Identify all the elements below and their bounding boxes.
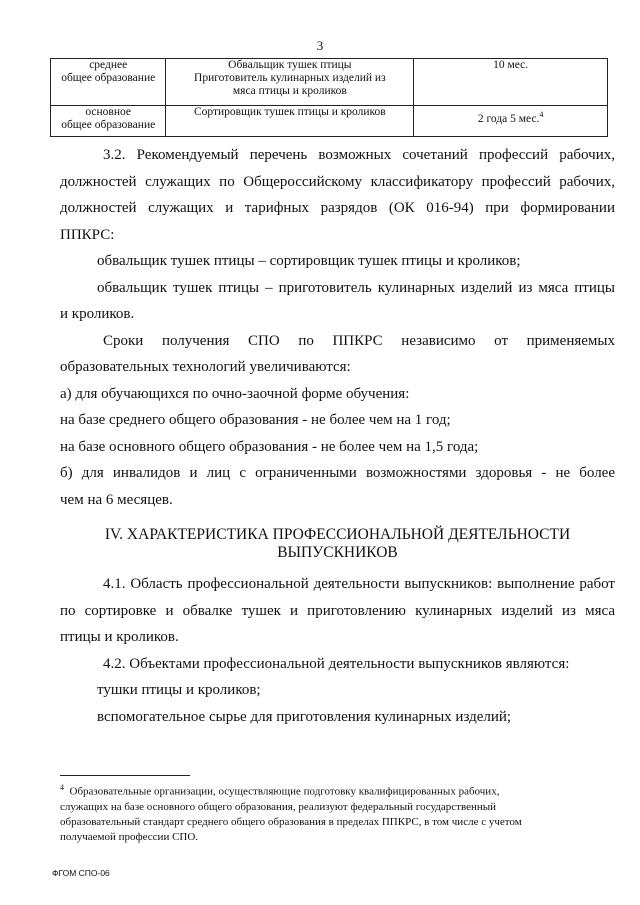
paragraph-line: птицы и кроликов. <box>60 629 179 645</box>
footer-code: ФГОМ СПО-06 <box>52 868 110 878</box>
combination-item: обвальщик тушек птицы – приготовитель кулинарных изделий из мяса птицы <box>97 279 615 296</box>
page-number: 3 <box>316 38 324 53</box>
term-cell: 10 мес. <box>414 59 608 106</box>
table-row <box>51 106 608 137</box>
paragraph-line: 4.1. Область профессиональной деятельности выпускников: выполнение работ <box>103 576 615 592</box>
paragraph-line: 4.2. Объектами профессиональной деятельности выпускников являются: <box>103 655 570 672</box>
footnote <box>60 780 615 845</box>
paragraph-line: Сроки получения СПО по ППКРС независимо от применяемых <box>103 332 615 349</box>
table-row <box>51 59 608 106</box>
combination-item: и кроликов. <box>60 306 135 322</box>
list-item: вспомогательное сырье для приготовления кулинарных изделий; <box>97 708 512 725</box>
list-item: чем на 6 месяцев. <box>60 491 173 508</box>
footnote-ref[interactable]: 4 <box>539 110 544 119</box>
footnote-line: служащих на базе основного общего образования, реализуют федеральный государственный <box>60 800 497 813</box>
profession-cell: Сортировщик тушек птицы и кроликов <box>166 106 414 137</box>
education-level-cell: основное общее образование <box>51 106 166 137</box>
education-terms-table <box>50 58 608 137</box>
footnote-line: $^4$ Образовательные организации, осуществляющие подготовку квалифицированных рабочих, <box>60 783 500 798</box>
section-3-2 <box>60 142 615 513</box>
list-item: б) для инвалидов и лиц с ограниченными возможностями здоровья - не более <box>60 465 615 481</box>
section-iv <box>60 571 615 730</box>
list-item: тушки птицы и кроликов; <box>97 682 261 698</box>
term-cell: 2 года 5 мес.$^4$ <box>414 106 608 137</box>
paragraph-line: должностей служащих по Общероссийскому классификатору профессий рабочих, <box>60 173 615 190</box>
footnote-line: образовательный стандарт среднего общего образования в пределах ППКРС, в том числе с учетом <box>60 815 522 828</box>
paragraph-line: по сортировке и обвалке тушек и приготовлению кулинарных изделий из мяса <box>60 602 615 619</box>
combination-item: обвальщик тушек птицы – сортировщик тушек птицы и кроликов; <box>97 253 521 269</box>
footnote-divider <box>60 775 190 776</box>
paragraph-line: ППКРС: <box>60 226 115 243</box>
list-item: на базе среднего общего образования - не более чем на 1 год; <box>60 412 451 428</box>
education-level-cell: среднее общее образование <box>51 59 166 106</box>
list-item: на базе основного общего образования - не более чем на 1,5 года; <box>60 438 479 455</box>
footnote-line: получаемой профессии СПО. <box>60 830 199 843</box>
list-item: а) для обучающихся по очно-заочной форме обучения: <box>60 385 410 402</box>
paragraph-line: должностей служащих и тарифных разрядов (ОК 016-94) при формировании <box>60 200 615 216</box>
section-iv-heading: IV. ХАРАКТЕРИСТИКА ПРОФЕССИОНАЛЬНОЙ ДЕЯТЕЛЬНОСТИ ВЫПУСКНИКОВ <box>104 526 571 561</box>
profession-cell: Обвальщик тушек птицы Приготовитель кулинарных изделий из мяса птицы и кроликов <box>166 59 414 106</box>
paragraph-line: образовательных технологий увеличиваются: <box>60 359 351 375</box>
paragraph-line: 3.2. Рекомендуемый перечень возможных сочетаний профессий рабочих, <box>103 147 615 163</box>
footnote-mark: 4 <box>60 783 64 792</box>
